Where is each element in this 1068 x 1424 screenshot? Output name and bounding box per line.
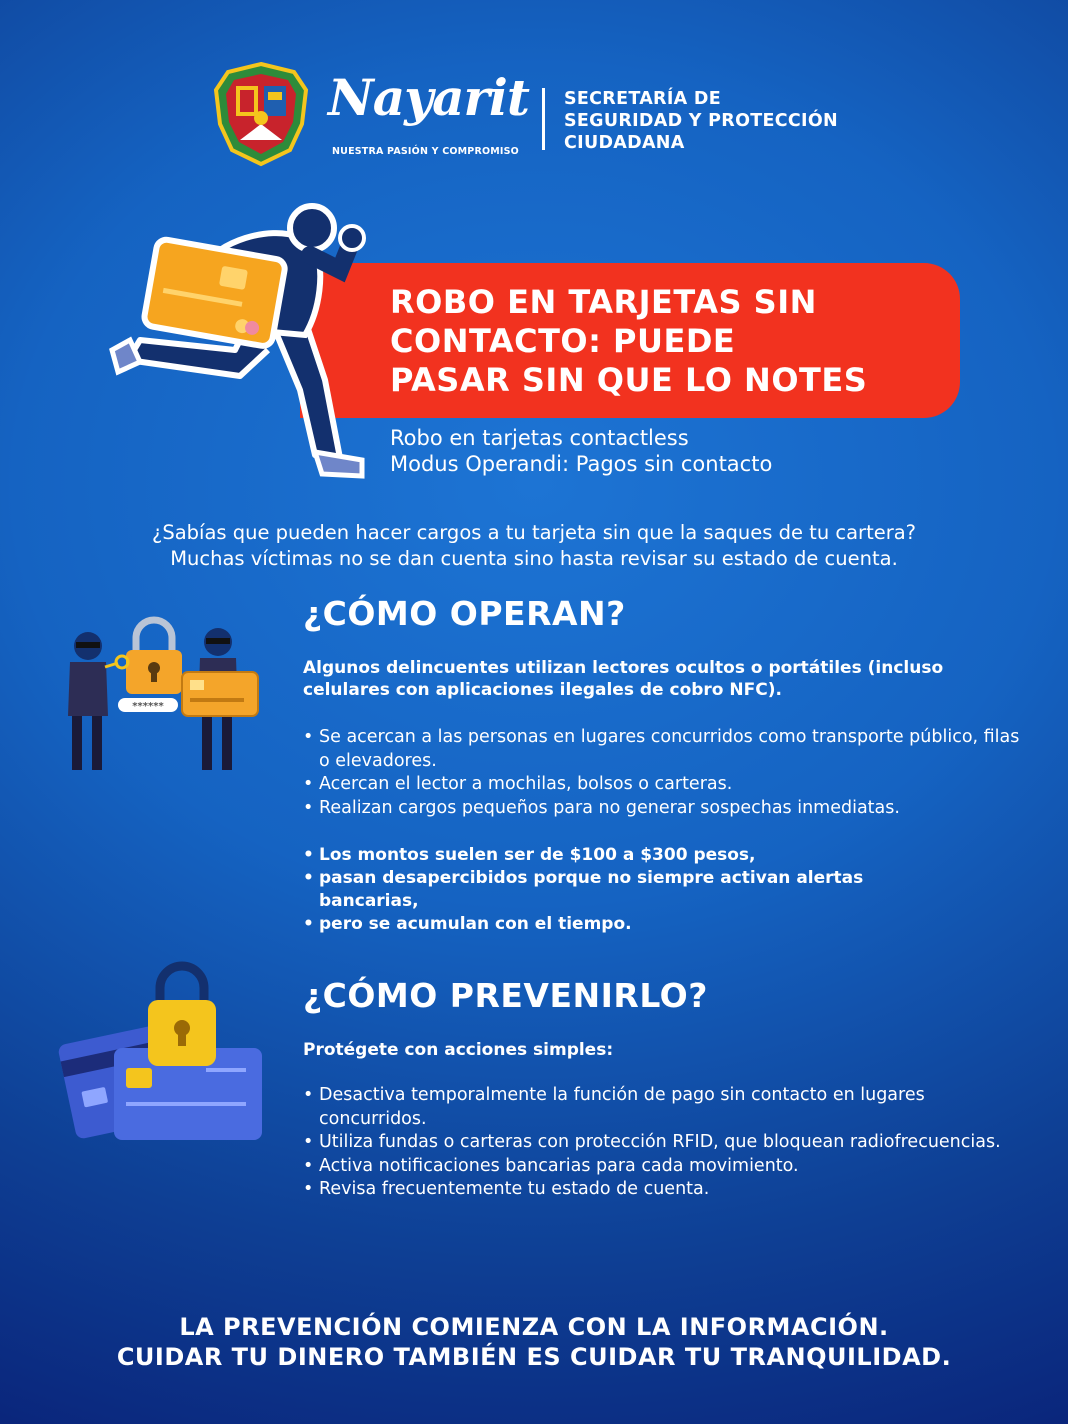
list-item: • Los montos suelen ser de $100 a $300 pesos, xyxy=(303,844,943,867)
operan-bold-list xyxy=(303,844,943,936)
section-title-prevenir: ¿CÓMO PREVENIRLO? xyxy=(303,976,708,1015)
list-item: • pero se acumulan con el tiempo. xyxy=(303,913,943,936)
intro-text xyxy=(0,520,1068,572)
list-item: • Se acercan a las personas en lugares concurridos como transporte público, filas o elevadores. xyxy=(303,726,1023,773)
running-thief-with-card-icon xyxy=(100,200,380,485)
prevenir-list xyxy=(303,1084,1023,1202)
brand-name: Nayarit xyxy=(328,68,529,127)
title-line: ROBO EN TARJETAS SIN xyxy=(390,283,817,321)
password-mask: ****** xyxy=(132,701,164,712)
list-item: • Activa notificaciones bancarias para cada movimiento. xyxy=(303,1155,1023,1179)
subtitle xyxy=(390,425,772,477)
footer-line: LA PREVENCIÓN COMIENZA CON LA INFORMACIÓN. xyxy=(179,1313,889,1341)
title-line: CONTACTO: PUEDE xyxy=(390,322,736,360)
header-divider xyxy=(542,88,545,150)
header xyxy=(210,60,870,170)
thieves-with-padlock-icon xyxy=(60,612,270,782)
list-item: • Utiliza fundas o carteras con protección RFID, que bloquean radiofrecuencias. xyxy=(303,1131,1023,1155)
list-item: • Desactiva temporalmente la función de pago sin contacto en lugares concurridos. xyxy=(303,1084,1023,1131)
operan-lead: Algunos delincuentes utilizan lectores ocultos o portátiles (incluso celulares con aplicaciones ilegales de cobro NFC). xyxy=(303,658,944,700)
secretaria-line: CIUDADANA xyxy=(564,133,685,153)
list-item: • Realizan cargos pequeños para no generar sospechas inmediatas. xyxy=(303,797,1023,821)
footer-slogan xyxy=(0,1312,1068,1372)
list-item: • Revisa frecuentemente tu estado de cuenta. xyxy=(303,1178,1023,1202)
operan-list xyxy=(303,726,1023,820)
cards-with-padlock-icon xyxy=(56,960,268,1144)
state-coat-of-arms-icon xyxy=(210,60,312,168)
secretaria-name xyxy=(564,88,838,154)
footer-line: CUIDAR TU DINERO TAMBIÉN ES CUIDAR TU TRANQUILIDAD. xyxy=(116,1343,952,1371)
prevenir-lead: Protégete con acciones simples: xyxy=(303,1040,614,1060)
page-title xyxy=(390,283,950,400)
intro-line: Muchas víctimas no se dan cuenta sino hasta revisar su estado de cuenta. xyxy=(170,547,898,570)
secretaria-line: SECRETARÍA DE xyxy=(564,89,721,109)
section-title-operan: ¿CÓMO OPERAN? xyxy=(303,594,626,633)
list-item: • pasan desapercibidos porque no siempre activan alertas bancarias, xyxy=(303,867,943,913)
secretaria-line: SEGURIDAD Y PROTECCIÓN xyxy=(564,111,838,131)
subtitle-line: Modus Operandi: Pagos sin contacto xyxy=(390,452,773,476)
brand-slogan: NUESTRA PASIÓN Y COMPROMISO xyxy=(332,146,519,157)
list-item: • Acercan el lector a mochilas, bolsos o carteras. xyxy=(303,773,1023,797)
title-line: PASAR SIN QUE LO NOTES xyxy=(390,361,868,399)
intro-line: ¿Sabías que pueden hacer cargos a tu tarjeta sin que la saques de tu cartera? xyxy=(151,521,917,544)
subtitle-line: Robo en tarjetas contactless xyxy=(390,426,689,450)
